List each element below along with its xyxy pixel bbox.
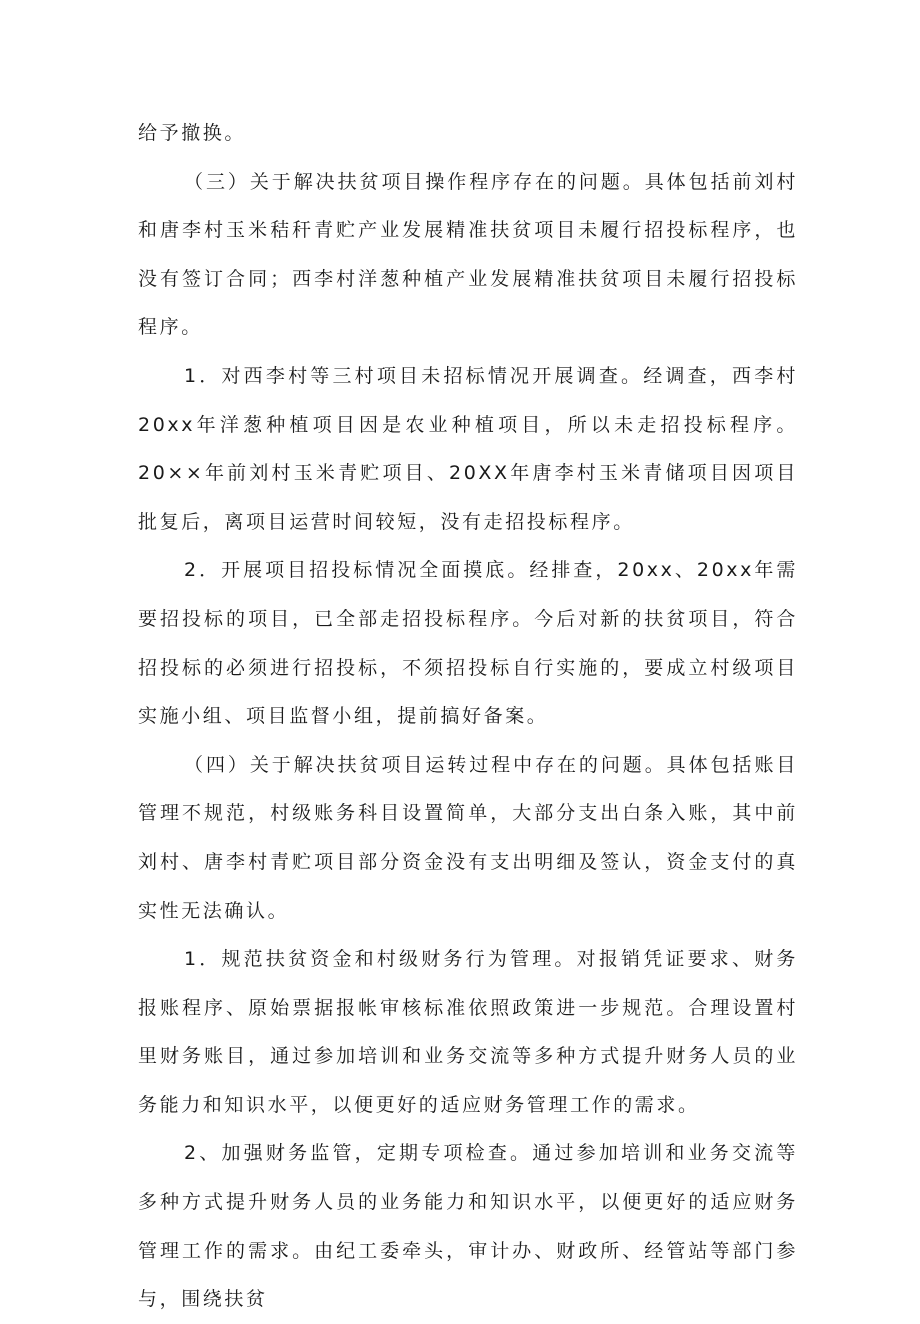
paragraph-section-four: （四）关于解决扶贫项目运转过程中存在的问题。具体包括账目管理不规范，村级账务科目设置简单，大部分支出白条入账，其中前刘村、唐李村青贮项目部分资金没有支出明细及签认，资金支付的真实性无法确认。 (138, 753, 798, 922)
paragraph-continuation: 给予撤换。 (138, 122, 247, 144)
paragraph-item-1-investigation: 1．对西李村等三村项目未招标情况开展调查。经调查，西李村20xx年洋葱种植项目因是农业种植项目，所以未走招投标程序。20××年前刘村玉米青贮项目、20XX年唐李村玉米青储项目因项目批复后，离项目运营时间较短，没有走招投标程序。 (138, 364, 798, 533)
paragraph-item-1-finance: 1．规范扶贫资金和村级财务行为管理。对报销凭证要求、财务报账程序、原始票据报帐审核标准依照政策进一步规范。合理设置村里财务账目，通过参加培训和业务交流等多种方式提升财务人员的业务能力和知识水平，以便更好的适应财务管理工作的需求。 (138, 948, 798, 1116)
paragraph-section-three: （三）关于解决扶贫项目操作程序存在的问题。具体包括前刘村和唐李村玉米秸秆青贮产业发展精准扶贫项目未履行招投标程序，也没有签订合同；西李村洋葱种植产业发展精准扶贫项目未履行招投标程序。 (138, 170, 798, 339)
paragraph-item-2-supervision: 2、加强财务监管，定期专项检查。通过参加培训和业务交流等多种方式提升财务人员的业务能力和知识水平，以便更好的适应财务管理工作的需求。由纪工委牵头，审计办、财政所、经管站等部门参与，围绕扶贫 (138, 1142, 798, 1311)
paragraph-item-2-survey: 2．开展项目招投标情况全面摸底。经排查，20xx、20xx年需要招投标的项目，已全部走招投标程序。今后对新的扶贫项目，符合招投标的必须进行招投标，不须招投标自行实施的，要成立村级项目实施小组、项目监督小组，提前搞好备案。 (138, 559, 798, 728)
document-body (138, 109, 798, 1324)
